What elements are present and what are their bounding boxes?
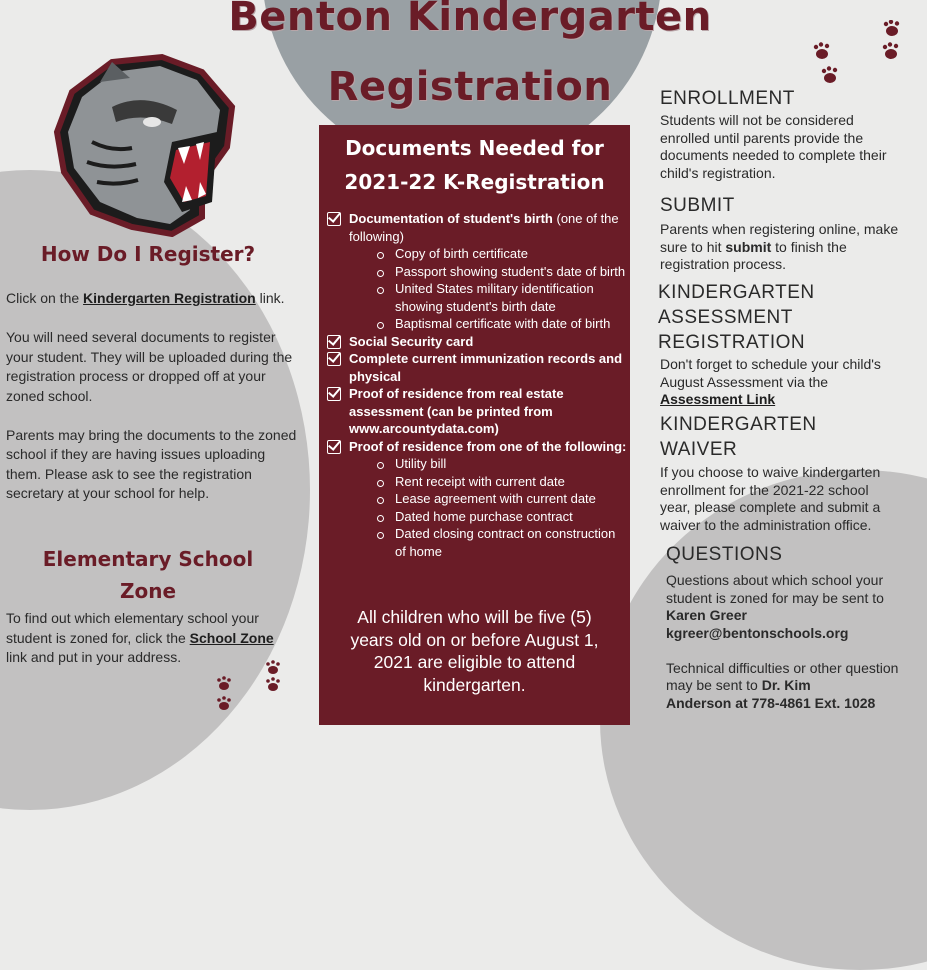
checkbox-icon [327, 440, 341, 454]
waiver-heading-line1: KINDERGARTEN [660, 414, 817, 435]
contact-email: kgreer@bentonschools.org [666, 624, 849, 641]
paw-print-icon [213, 676, 235, 714]
checkbox-icon [327, 352, 341, 366]
eligibility-note: All children who will be five (5) years old on or before August 1, 2021 are eligible to attend kindergarten. [350, 607, 599, 695]
submit-text-before: Parents when registering online, make sure to hit [660, 221, 899, 255]
school-zone-text-before: To find out which elementary school your student is zoned for, click the [6, 610, 259, 646]
waiver-text: If you choose to waive kindergarten enrollment for the 2021-22 school year, please complete and submit a waiver to the administration office. [660, 464, 881, 533]
submit-bold: submit [725, 238, 772, 255]
immunization-doc-label: Complete current immunization records and physical [349, 351, 623, 384]
kindergarten-registration-link[interactable]: Kindergarten Registration [83, 290, 256, 306]
register-text-after: link. [255, 290, 285, 306]
real-estate-doc-item [327, 385, 627, 438]
how-register-heading: How Do I Register? [40, 242, 256, 266]
assessment-heading-line2: ASSESSMENT [658, 307, 793, 328]
contact2-line2: Anderson at 778-4861 Ext. 1028 [666, 694, 876, 711]
school-zone-heading [14, 543, 282, 607]
enrollment-heading: ENROLLMENT [660, 88, 795, 109]
residence-doc-label: Proof of residence from one of the following: [349, 438, 627, 454]
questions-text [666, 572, 906, 712]
list-item: Lease agreement with current date [373, 490, 627, 508]
how-register-text [6, 289, 298, 504]
assessment-link[interactable]: Assessment Link [660, 391, 776, 407]
documents-checklist [327, 210, 627, 560]
school-zone-heading-line1: Elementary School [42, 547, 254, 571]
birth-doc-item [327, 210, 627, 333]
panther-mascot-icon [52, 52, 242, 237]
school-help-paragraph: Parents may bring the documents to the zoned school if they are having issues uploading them. Please ask to see the registration secretary at your school for help. [6, 426, 297, 501]
school-zone-text [6, 609, 298, 668]
page-title-line1: Benton Kindergarten [228, 0, 712, 40]
checkbox-icon [327, 335, 341, 349]
assessment-heading-line3: REGISTRATION [658, 332, 806, 353]
waiver-heading-line2: WAIVER [660, 439, 738, 460]
list-item: Copy of birth certificate [373, 245, 627, 263]
contact-name: Karen Greer [666, 607, 747, 623]
waiver-heading [660, 412, 817, 462]
submit-text-after: to finish the registration process. [660, 238, 847, 272]
assessment-heading-line1: KINDERGARTEN [658, 282, 815, 303]
documents-heading-line2: 2021-22 K-Registration [344, 170, 605, 194]
list-item: Dated closing contract on construction of home [373, 525, 627, 560]
list-item: Passport showing student's date of birth [373, 263, 627, 281]
list-item: Utility bill [373, 455, 627, 473]
documents-paragraph: You will need several documents to register your student. They will be uploaded during the registration process or dropped off at your zoned school. [6, 329, 293, 404]
school-zone-link[interactable]: School Zone [189, 629, 274, 646]
birth-doc-note: (one of the following) [349, 211, 619, 244]
contact2-line1: Dr. Kim [761, 677, 811, 693]
residence-doc-item [327, 438, 627, 561]
questions-text1: Questions about which school your student is zoned for may be sent to [666, 572, 884, 606]
list-item: Rent receipt with current date [373, 473, 627, 491]
ssn-doc-label: Social Security card [349, 333, 474, 349]
paw-print-icon [262, 660, 284, 694]
questions-text2: Technical difficulties or other question may be sent to [666, 659, 899, 693]
submit-heading: SUBMIT [660, 195, 735, 216]
assessment-text-body: Don't forget to schedule your child's August Assessment via the [660, 356, 881, 390]
assessment-heading [658, 280, 815, 355]
submit-text [660, 221, 905, 274]
paw-print-icon [812, 42, 842, 90]
school-zone-heading-line2: Zone [119, 579, 177, 603]
checkbox-icon [327, 212, 341, 226]
list-item: United States military identification showing student's birth date [373, 280, 627, 315]
enrollment-text: Students will not be considered enrolled until parents provide the documents needed to complete their child's registration. [660, 112, 887, 181]
documents-heading-line1: Documents Needed for [345, 136, 604, 160]
residence-doc-options [349, 455, 627, 560]
list-item: Baptismal certificate with date of birth [373, 315, 627, 333]
questions-heading: QUESTIONS [666, 544, 783, 565]
documents-heading [319, 131, 630, 199]
register-text-before: Click on the [6, 290, 84, 306]
assessment-text [660, 356, 910, 409]
register-step-paragraph [6, 289, 298, 309]
paw-print-icon [878, 20, 906, 66]
page-title-line2: Registration [327, 64, 613, 110]
ssn-doc-item [327, 333, 627, 351]
school-zone-text-after: link and put in your address. [6, 649, 182, 665]
immunization-doc-item [327, 350, 627, 385]
birth-doc-options [349, 245, 627, 333]
list-item: Dated home purchase contract [373, 508, 627, 526]
checkbox-icon [327, 387, 341, 401]
birth-doc-label: Documentation of student's birth [349, 211, 553, 226]
real-estate-doc-label: Proof of residence from real estate assessment (can be printed from www.arcountydata.com) [349, 386, 564, 436]
